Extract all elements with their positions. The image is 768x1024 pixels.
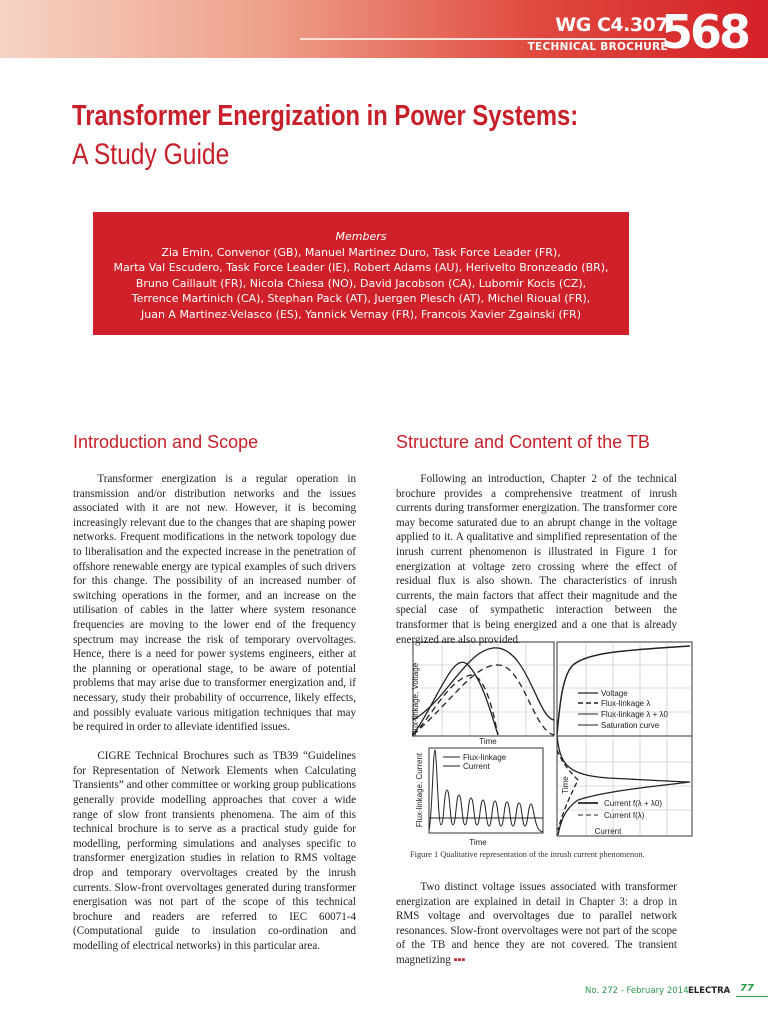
members-line: Terrence Martinich (CA), Stephan Pack (AT), Juergen Plesch (AT), Michel Rioual (FR), bbox=[131, 292, 591, 306]
right-column-bottom bbox=[396, 880, 677, 982]
continued-marker: ▪▪▪ bbox=[453, 953, 466, 966]
paragraph: Transformer energization is a regular operation in transmission and/or distribution networks and the issues associated with it are not new. However, it is becoming increasingly relevant due to the changes that are shaping power networks. Frequent modifications in the network topology due to liberalisation and the expected increase in the penetration of offshore renewable energy are typical examples of such drivers for this change. The possibility of an increased number of switching operations in the former, and an increase on the utilisation of cables in the latter where system resonance frequencies are moving to the lower end of the frequency spectrum may increase the risk of temporary overvoltages. Hence, there is a need for power systems engineers, either at the planning or operational stage, to be aware of potential problems that may arise due to transformer energization and, if necessary, study their probability of occurrence, likely effects, and possibly evaluate various mitigation techniques that may be required in order to alleviate identified issues. bbox=[73, 473, 356, 734]
magazine-name: ELECTRA bbox=[688, 986, 731, 996]
bottom-right-ylabel: Time bbox=[561, 776, 570, 794]
section-heading-intro: Introduction and Scope bbox=[73, 432, 259, 452]
figure-caption: Figure 1 Qualitative representation of the inrush current phenomenon. bbox=[410, 850, 645, 859]
title-line-2: A Study Guide bbox=[72, 138, 230, 171]
members-line: Juan A Martinez-Velasco (ES), Yannick Vernay (FR), Francois Xavier Zgainski (FR) bbox=[141, 307, 581, 321]
figure-1 bbox=[408, 640, 693, 850]
brochure-label: TECHNICAL BROCHURE bbox=[527, 41, 668, 53]
page-number: 77 bbox=[740, 983, 754, 994]
title-line-1: Transformer Energization in Power Systems: bbox=[72, 100, 579, 132]
bottom-right-curves bbox=[557, 736, 690, 835]
legend-flux-linkage: Flux-linkage bbox=[463, 753, 507, 762]
legend-flux-lambda-lambda0: Flux-linkage λ + λ0 bbox=[601, 710, 668, 719]
members-heading: Members bbox=[335, 230, 387, 243]
paragraph: CIGRE Technical Brochures such as TB39 “Guidelines for Representation of Network Elements when Calculating Transients” and other committee or working group publications generally provide modelling approaches that cover a wide range of slow front transients phenomena. The aim of this technical brochure is to serve as a practical study guide for modelling, performing simulations and analyses specific to transformer energization studies in relation to RMS voltage drop and temporary overvoltages created by the inrush currents. Slow-front overvoltages generated during transformer energisation was not part of the scope of this technical brochure and readers are referred to IEC 60071-4 (Computational guide to insulation co-ordination and modelling of electrical networks) in this particular area. bbox=[73, 750, 356, 952]
legend-current-lambda: Current f(λ) bbox=[604, 811, 645, 820]
legend-current-lambda-lambda0: Current f(λ + λ0) bbox=[604, 799, 663, 808]
top-left-ylabel: Flux-linkage, Voltage bbox=[411, 662, 420, 738]
members-line: Bruno Caillault (FR), Nicola Chiesa (NO), David Jacobson (CA), Lubomir Kocis (CZ), bbox=[135, 276, 587, 290]
paragraph-text: Two distinct voltage issues associated with transformer energization are explained in detail in Chapter 3: a drop in RMS voltage and overvoltages due to parallel network resonances. Slow-front overvoltages were not part of the scope of the TB and hence they are not covered. The transient magnetizing bbox=[396, 881, 677, 966]
paragraph bbox=[396, 880, 677, 968]
legend-current: Current bbox=[463, 762, 490, 771]
section-heading-structure: Structure and Content of the TB bbox=[396, 432, 650, 452]
footer-rule bbox=[736, 996, 768, 997]
bottom-left-xlabel: Time bbox=[469, 838, 487, 847]
top-left-curves bbox=[411, 648, 554, 738]
legend-voltage: Voltage bbox=[601, 689, 628, 698]
top-left-xlabel: Time bbox=[479, 737, 497, 746]
right-column-top bbox=[396, 472, 677, 662]
paragraph: Following an introduction, Chapter 2 of the technical brochure provides a comprehensive treatment of inrush currents during transformer energization. The transformer core may become saturated due to an abrupt change in the voltage applied to it. A qualitative and simplified representation of the inrush current phenomenon is illustrated in Figure 1 for energization at voltage zero crossing where the effect of residual flux is also shown. The characteristics of inrush currents, the main factors that affect their magnitude and the special case of sympathetic interaction between the transformer that is being energized and a one that is already energized are also provided. bbox=[396, 473, 677, 646]
legend-saturation: Saturation curve bbox=[601, 721, 660, 730]
working-group-id: WG C4.307 bbox=[555, 14, 668, 36]
header-rule bbox=[300, 38, 666, 40]
bottom-left-ylabel: Flux-linkage, Current bbox=[415, 752, 424, 828]
brochure-number: 568 bbox=[660, 5, 748, 59]
left-column bbox=[73, 472, 356, 968]
members-box bbox=[93, 212, 629, 335]
members-line: Marta Val Escudero, Task Force Leader (IE), Robert Adams (AU), Herivelto Bronzeado (BR), bbox=[113, 261, 609, 275]
legend-flux-lambda: Flux-linkage λ bbox=[601, 699, 651, 708]
issue-info: No. 272 - February 2014 bbox=[585, 986, 689, 996]
bottom-right-xlabel: Current bbox=[594, 827, 622, 836]
members-line: Zia Emin, Convenor (GB), Manuel Martinez Duro, Task Force Leader (FR), bbox=[161, 245, 561, 259]
